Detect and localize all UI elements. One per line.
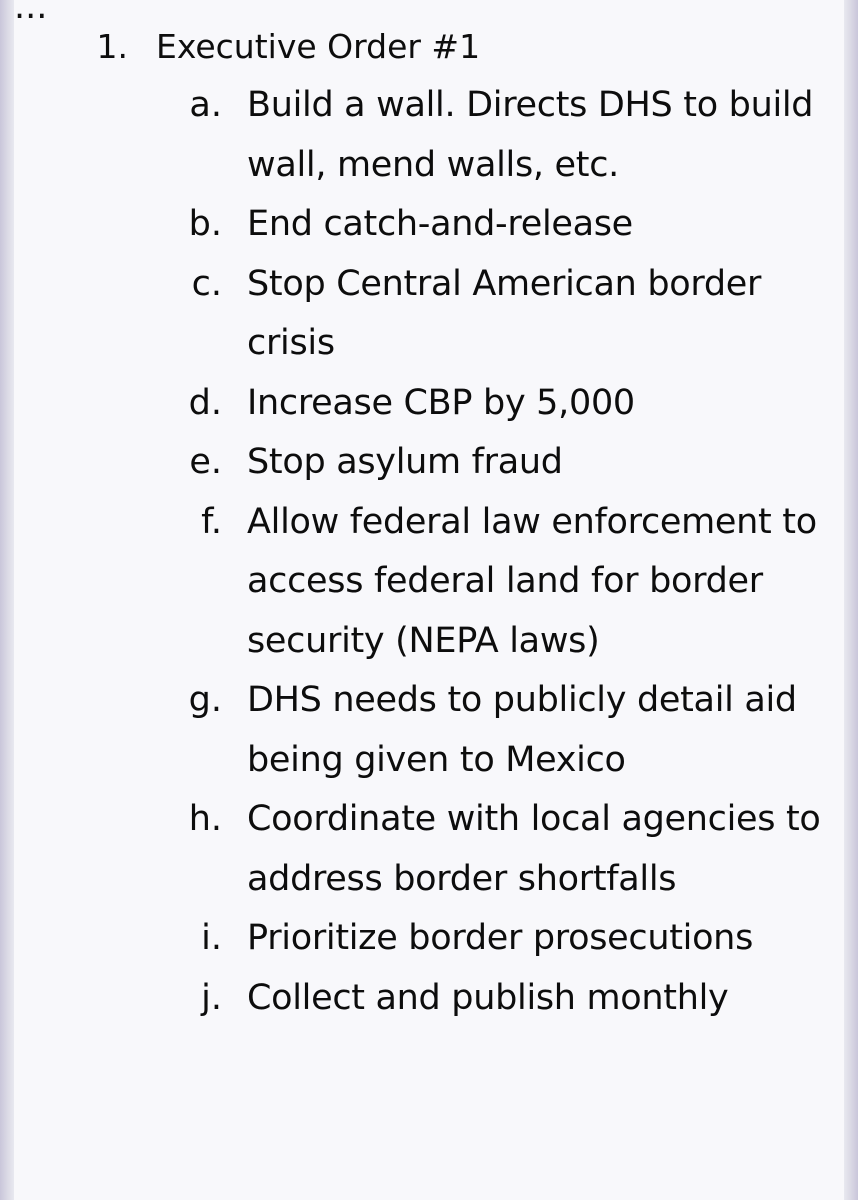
list-item-a [0,76,858,195]
list-marker-f: f. [201,501,222,542]
list-text-d: Increase CBP by 5,000 [247,382,635,423]
list-marker-e: e. [189,442,222,482]
list-item-h [0,790,858,909]
list-marker-d: d. [188,382,222,423]
list-item-1 [0,17,858,76]
list-item-c [0,255,858,374]
list-item-g [0,671,858,790]
executive-order-title: Executive Order #1 [156,27,481,66]
list-marker-c: c. [191,263,222,304]
list-text-j: Collect and publish monthly [247,977,729,1018]
list-text-g: DHS needs to publicly detail aid being given to Mexico [247,680,797,780]
list-item-f [0,493,858,672]
list-text-a: Build a wall. Directs DHS to build wall, mend walls, etc. [247,85,814,185]
list-marker-g: g. [188,680,222,720]
list-marker-b: b. [188,204,222,244]
list-marker-i: i. [201,918,222,958]
list-item-b [0,195,858,255]
list-text-c: Stop Central American border crisis [247,263,762,363]
list-item-e [0,433,858,493]
list-marker-h: h. [188,799,222,839]
list-marker-j: j. [201,977,222,1018]
list-item-j [0,969,858,1029]
list-text-h: Coordinate with local agencies to address border shortfalls [247,799,821,899]
list-text-b: End catch-and-release [247,204,633,244]
list-marker-a: a. [189,85,222,125]
list-text-i: Prioritize border prosecutions [247,918,754,958]
list-marker-1: 1. [96,27,128,66]
list-item-i [0,909,858,969]
document-list [0,17,858,1028]
list-text-f: Allow federal law enforcement to access federal land for border security (NEPA laws) [247,501,817,661]
top-cut-text: ... [14,0,48,27]
list-item-d [0,374,858,434]
list-text-e: Stop asylum fraud [247,442,563,482]
